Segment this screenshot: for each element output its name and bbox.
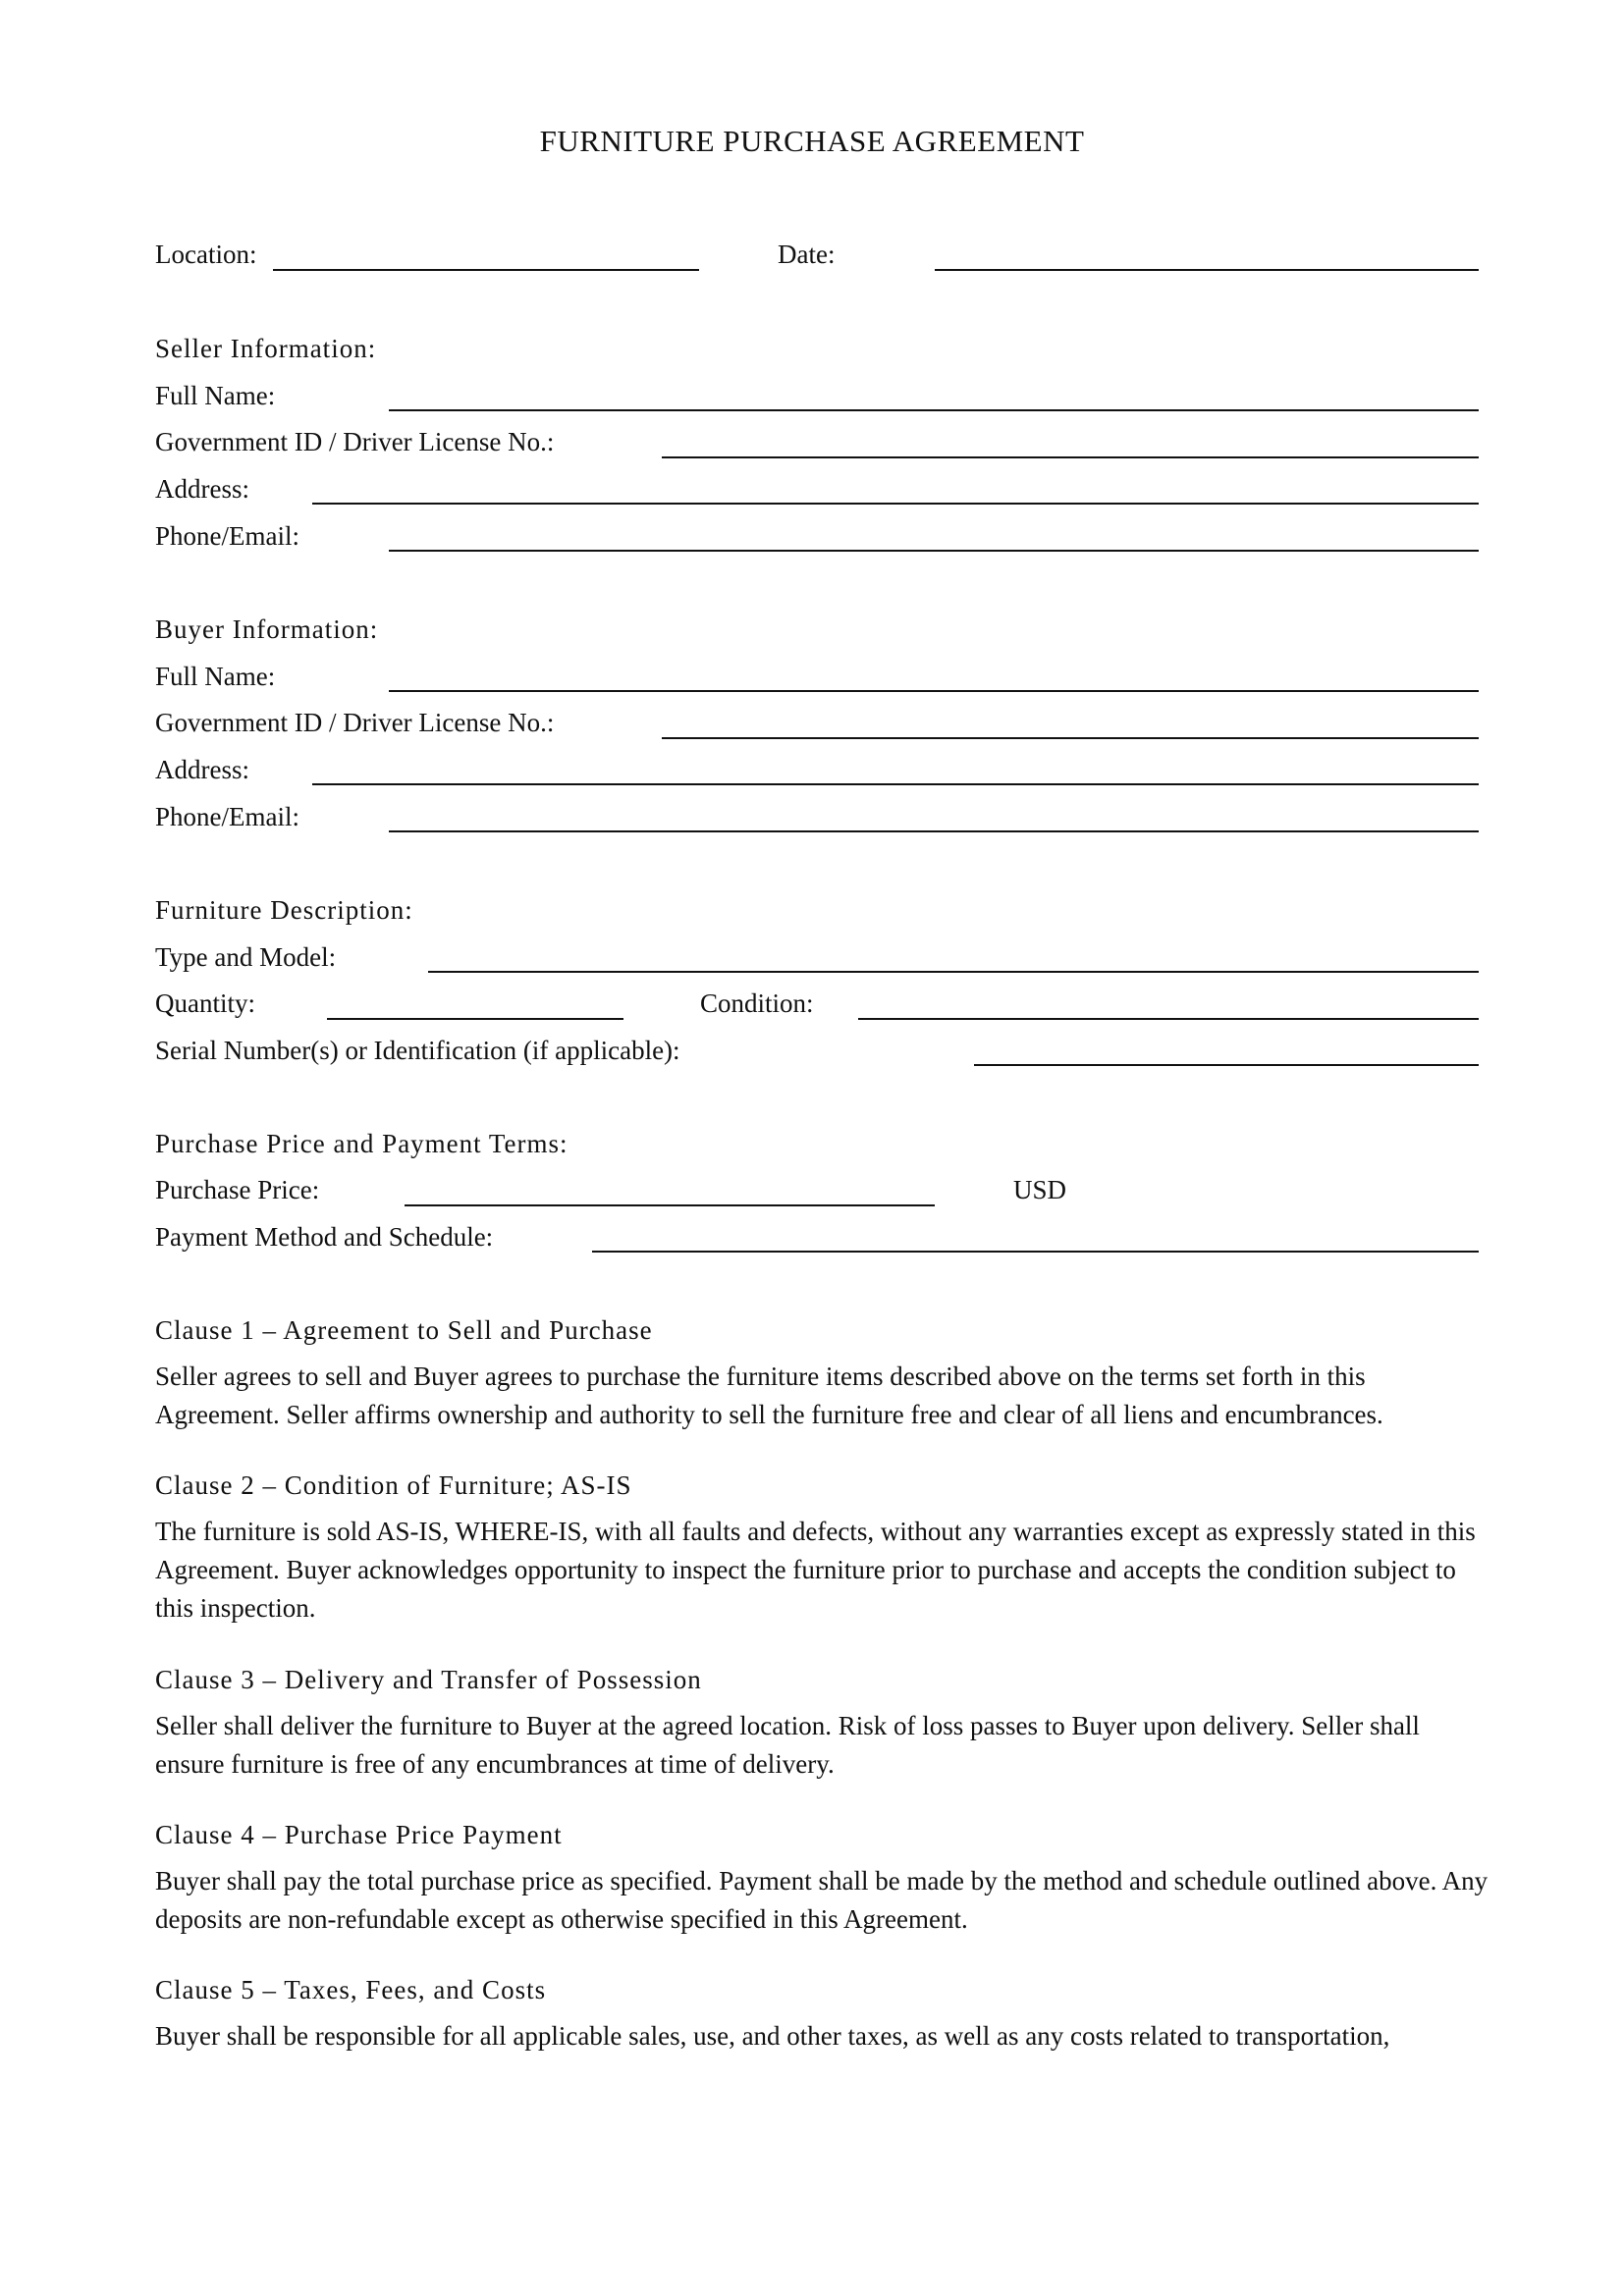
buyer-heading: Buyer Information:	[155, 614, 379, 644]
clause-2-text: The furniture is sold AS-IS, WHERE-IS, with all faults and defects, without any warranties except as expressly stated in this Agreement. Buyer acknowledges opportunity to inspect the furniture prior to purchase and accepts the condition subject to this inspection.	[155, 1517, 1476, 1623]
payment-method-field[interactable]	[592, 1251, 1479, 1253]
buyer-gov-id-label: Government ID / Driver License No.:	[155, 708, 555, 737]
clause-3-text: Seller shall deliver the furniture to Buyer at the agreed location. Risk of loss passes to Buyer upon delivery. Seller shall ensure furniture is free of any encumbrances at time of delivery.	[155, 1711, 1420, 1779]
date-label: Date:	[778, 240, 836, 269]
condition-field[interactable]	[858, 1018, 1479, 1020]
seller-gov-id-label: Government ID / Driver License No.:	[155, 427, 555, 456]
seller-heading: Seller Information:	[155, 334, 377, 363]
clause-1-text: Seller agrees to sell and Buyer agrees to purchase the furniture items described above on the terms set forth in this Agreement. Seller affirms ownership and authority to sell the furniture free and clear of all liens and encumbrances.	[155, 1362, 1383, 1429]
seller-gov-id-field[interactable]	[662, 456, 1479, 458]
serial-label: Serial Number(s) or Identification (if applicable):	[155, 1036, 680, 1065]
seller-address-label: Address:	[155, 474, 249, 504]
condition-label: Condition:	[700, 988, 814, 1018]
location-field[interactable]	[273, 269, 699, 271]
buyer-gov-id-field[interactable]	[662, 737, 1479, 739]
price-heading: Purchase Price and Payment Terms:	[155, 1129, 568, 1158]
furniture-heading: Furniture Description:	[155, 895, 413, 925]
buyer-phone-email-field[interactable]	[389, 830, 1479, 832]
currency-label: USD	[1013, 1175, 1067, 1204]
seller-full-name-label: Full Name:	[155, 381, 276, 410]
payment-method-label: Payment Method and Schedule:	[155, 1222, 494, 1252]
clause-5-text: Buyer shall be responsible for all applicable sales, use, and other taxes, as well as any costs related to transportation,	[155, 2021, 1390, 2051]
buyer-address-field[interactable]	[312, 783, 1479, 785]
buyer-full-name-label: Full Name:	[155, 662, 276, 691]
seller-phone-email-label: Phone/Email:	[155, 521, 299, 551]
seller-address-field[interactable]	[312, 503, 1479, 505]
purchase-price-label: Purchase Price:	[155, 1175, 320, 1204]
location-label: Location:	[155, 240, 257, 269]
type-model-field[interactable]	[428, 971, 1479, 973]
clause-4-text: Buyer shall pay the total purchase price as specified. Payment shall be made by the method and schedule outlined above. Any deposits are non-refundable except as otherwise specified in this Agreement.	[155, 1866, 1489, 1934]
clause-1-heading: Clause 1 – Agreement to Sell and Purchase	[155, 1315, 653, 1345]
clause-4-heading: Clause 4 – Purchase Price Payment	[155, 1820, 563, 1849]
buyer-address-label: Address:	[155, 755, 249, 784]
seller-phone-email-field[interactable]	[389, 550, 1479, 552]
serial-field[interactable]	[974, 1064, 1479, 1066]
date-field[interactable]	[935, 269, 1479, 271]
type-model-label: Type and Model:	[155, 942, 337, 972]
quantity-field[interactable]	[327, 1018, 623, 1020]
document-title: FURNITURE PURCHASE AGREEMENT	[539, 124, 1085, 158]
clause-2-heading: Clause 2 – Condition of Furniture; AS-IS	[155, 1470, 632, 1500]
quantity-label: Quantity:	[155, 988, 255, 1018]
purchase-price-field[interactable]	[405, 1204, 935, 1206]
clause-3-heading: Clause 3 – Delivery and Transfer of Possession	[155, 1665, 702, 1694]
buyer-phone-email-label: Phone/Email:	[155, 802, 299, 831]
buyer-full-name-field[interactable]	[389, 690, 1479, 692]
seller-full-name-field[interactable]	[389, 409, 1479, 411]
clause-5-heading: Clause 5 – Taxes, Fees, and Costs	[155, 1975, 547, 2004]
